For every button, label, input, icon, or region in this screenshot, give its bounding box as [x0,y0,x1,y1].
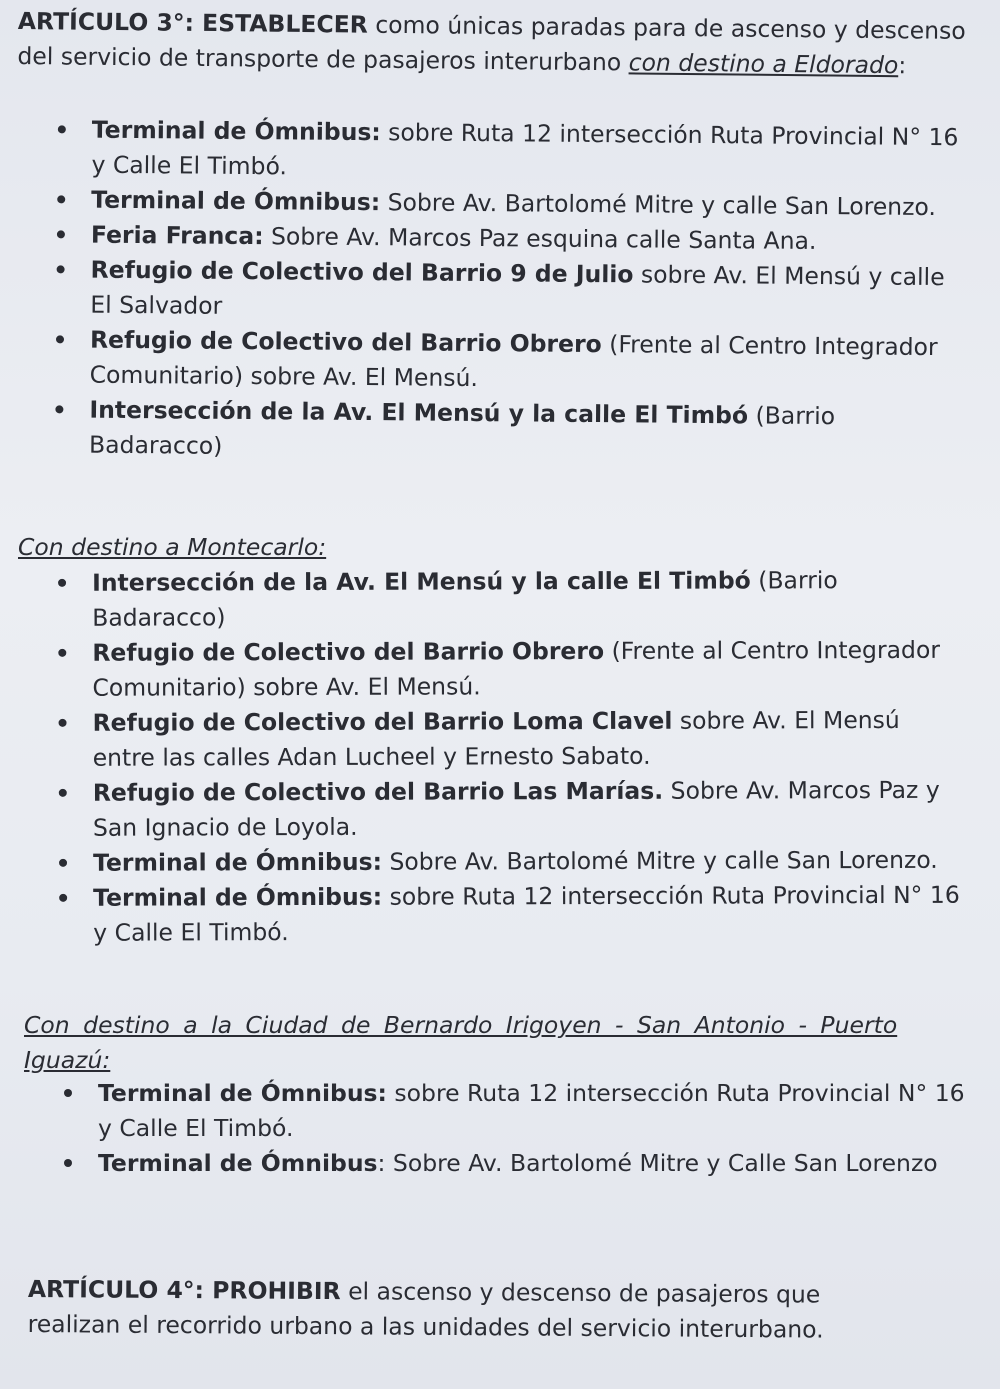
stop-detail: : Sobre Av. Bartolomé Mitre y Calle San Lorenzo [377,1149,938,1177]
stop-name: Refugio de Colectivo del Barrio Loma Clavel [92,706,673,737]
stop-detail: Sobre Av. Marcos Paz esquina calle Santa Ana. [263,222,817,255]
stop-name: Refugio de Colectivo del Barrio Las Marías. [92,776,664,807]
article-3-intro: como únicas paradas para de ascenso y descenso del servicio de transporte de pasajeros interurbano [17,10,966,77]
article-4-verb: PROHIBIR [212,1276,341,1306]
bullet-icon [56,335,64,343]
stop-detail: (Frente al Centro Integrador Comunitario) sobre Av. El Mensú. [92,635,941,702]
irigoyen-stop-list [24,1076,974,1181]
stop-list-item [16,252,967,330]
article-4-label: ARTÍCULO 4° [27,1274,195,1305]
article-4-paragraph: ARTÍCULO 4°: PROHIBIR el ascenso y descenso de pasajeros que realizan el recorrido urbano a las unidades del servicio interurbano. [27,1274,824,1344]
montecarlo-section-heading [18,530,968,565]
eldorado-heading: con destino a Eldorado [628,48,899,80]
stop-name: Refugio de Colectivo del Barrio Obrero [92,636,605,667]
bullet-icon [64,1089,72,1097]
article-3-header [17,4,968,84]
bullet-icon [59,859,67,867]
stop-detail: Sobre Av. Marcos Paz y San Ignacio de Loyola. [92,775,940,842]
bullet-icon [58,125,66,133]
article-3-label: ARTÍCULO 3° [17,6,185,37]
stop-detail: sobre Av. El Mensú y calle El Salvador [90,260,945,320]
irigoyen-stops-section [24,1076,974,1181]
bullet-icon [58,579,66,587]
stop-list-item [19,773,969,846]
stop-name: Terminal de Ómnibus: [91,115,381,147]
stop-list-item [16,322,967,400]
bullet-icon [64,1159,72,1167]
stop-list-item [18,563,968,636]
stop-list-item [18,633,968,706]
stop-name: Feria Franca: [90,220,264,251]
bullet-icon [57,195,65,203]
stop-list-item [17,112,968,190]
bullet-icon [59,789,67,797]
stop-detail: (Frente al Centro Integrador Comunitario) sobre Av. El Mensú. [89,330,938,393]
stop-name: Terminal de Ómnibus: [92,847,383,877]
stop-detail: Sobre Av. Bartolomé Mitre y calle San Lorenzo. [380,188,937,222]
irigoyen-section-heading [24,1008,959,1078]
stop-list-item [19,878,969,951]
bullet-icon [59,719,67,727]
montecarlo-stop-list [18,563,969,951]
stop-name: Terminal de Ómnibus: [93,882,383,912]
stop-name: Intersección de la Av. El Mensú y la calle El Timbó [89,395,749,430]
article-3-paragraph: ARTÍCULO 3°: ESTABLECER como únicas paradas para de ascenso y descenso del servicio de transporte de pasajeros interurbano con destino a Eldorado: [17,6,966,80]
stop-detail: sobre Ruta 12 intersección Ruta Provincial N° 16 y Calle El Timbó. [93,880,960,947]
bullet-icon [57,230,65,238]
stop-detail: sobre Av. El Mensú entre las calles Adan Lucheel y Ernesto Sabato. [92,705,900,772]
montecarlo-stops-section [18,563,969,951]
irigoyen-heading: Con destino a la Ciudad de Bernardo Irigoyen - San Antonio - Puerto Iguazú: [24,1011,898,1074]
eldorado-stop-list [15,112,968,470]
montecarlo-heading: Con destino a Montecarlo: [18,533,327,561]
bullet-icon [57,265,65,273]
stop-list-item [19,843,969,881]
stop-list-item [15,392,966,470]
article-4-text: el ascenso y descenso de pasajeros que realizan el recorrido urbano a las unidades del servicio interurbano. [27,1277,824,1344]
article-4-section [28,1272,908,1348]
stop-name: Refugio de Colectivo del Barrio 9 de Julio [90,255,634,289]
stop-name: Terminal de Ómnibus: [91,185,381,217]
stop-name: Terminal de Ómnibus: [98,1079,387,1107]
stop-detail: (Barrio Badaracco) [92,566,838,632]
stop-name: Intersección de la Av. El Mensú y la calle El Timbó [92,566,751,597]
stop-list-item [24,1076,974,1146]
stop-name: Terminal de Ómnibus [98,1149,378,1177]
stop-detail: sobre Ruta 12 intersección Ruta Provincial N° 16 y Calle El Timbó. [91,118,959,181]
stop-detail: Sobre Av. Bartolomé Mitre y calle San Lorenzo. [381,845,938,876]
bullet-icon [55,405,63,413]
article-3-verb: ESTABLECER [201,8,368,39]
stop-list-item [18,703,968,776]
stop-name: Refugio de Colectivo del Barrio Obrero [89,325,602,359]
bullet-icon [58,649,66,657]
bullet-icon [59,894,67,902]
stop-detail: sobre Ruta 12 intersección Ruta Provincial N° 16 y Calle El Timbó. [98,1079,965,1142]
stop-detail: (Barrio Badaracco) [88,401,836,460]
stop-list-item [24,1146,974,1181]
eldorado-stops-section [15,112,968,470]
